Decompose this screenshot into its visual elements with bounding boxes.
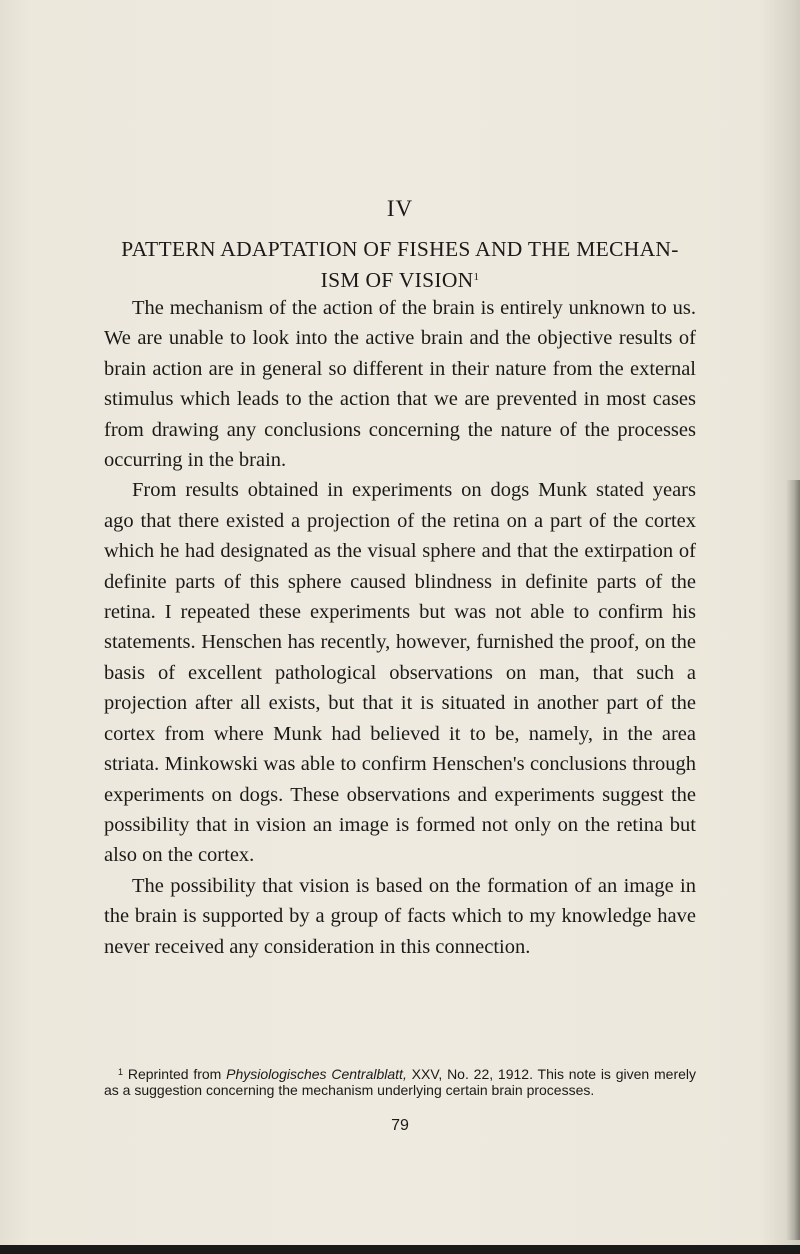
paragraph: From results obtained in experiments on dogs Munk stated years ago that there existed a projection of the retina on a part of the cortex which he had designated as the visual sphere and that the extirpation of definite parts of this sphere caused blindness in definite parts of the retina. I repeated these experiments but was not able to confirm his statements. Henschen has recently, however, furnished the proof, on the basis of excellent pathological observations on man, that such a projection after all exists, but that it is situated in another part of the cortex from where Munk had believed it to be, namely, in the area striata. Minkowski was able to confirm Henschen's conclusions through experiments on dogs. These observations and experiments suggest the possibility that in vision an image is formed not only on the retina but also on the cortex. <box>104 479 696 867</box>
footnote-marker: 1 <box>118 1067 124 1077</box>
footnote-text-before: Reprinted from <box>127 1066 227 1082</box>
chapter-title-text: PATTERN ADAPTATION OF FISHES AND THE MECHAN-ISM OF VISION <box>121 237 679 292</box>
chapter-number: IV <box>386 196 414 221</box>
chapter-title <box>104 235 696 294</box>
title-footnote-marker: 1 <box>473 271 480 283</box>
footnote <box>104 1064 696 1098</box>
body-text <box>104 293 696 962</box>
paragraph: The possibility that vision is based on the formation of an image in the brain is supported by a group of facts which to my knowledge have never received any consideration in this connection. <box>104 874 696 958</box>
page-number: 79 <box>391 1117 409 1134</box>
footnote-text-after: XXV, No. 22, 1912. This note is given merely as a suggestion concerning the mechanism underlying certain brain processes. <box>104 1066 697 1098</box>
paragraph: The mechanism of the action of the brain is entirely unknown to us. We are unable to look into the active brain and the objective results of brain action are in general so different in their nature from the external stimulus which leads to the action that we are prevented in most cases from drawing any conclusions concerning the nature of the processes occurring in the brain. <box>104 297 696 472</box>
footnote-journal: Physiologisches Centralblatt, <box>226 1066 407 1082</box>
bottom-edge-bar <box>0 1245 800 1254</box>
